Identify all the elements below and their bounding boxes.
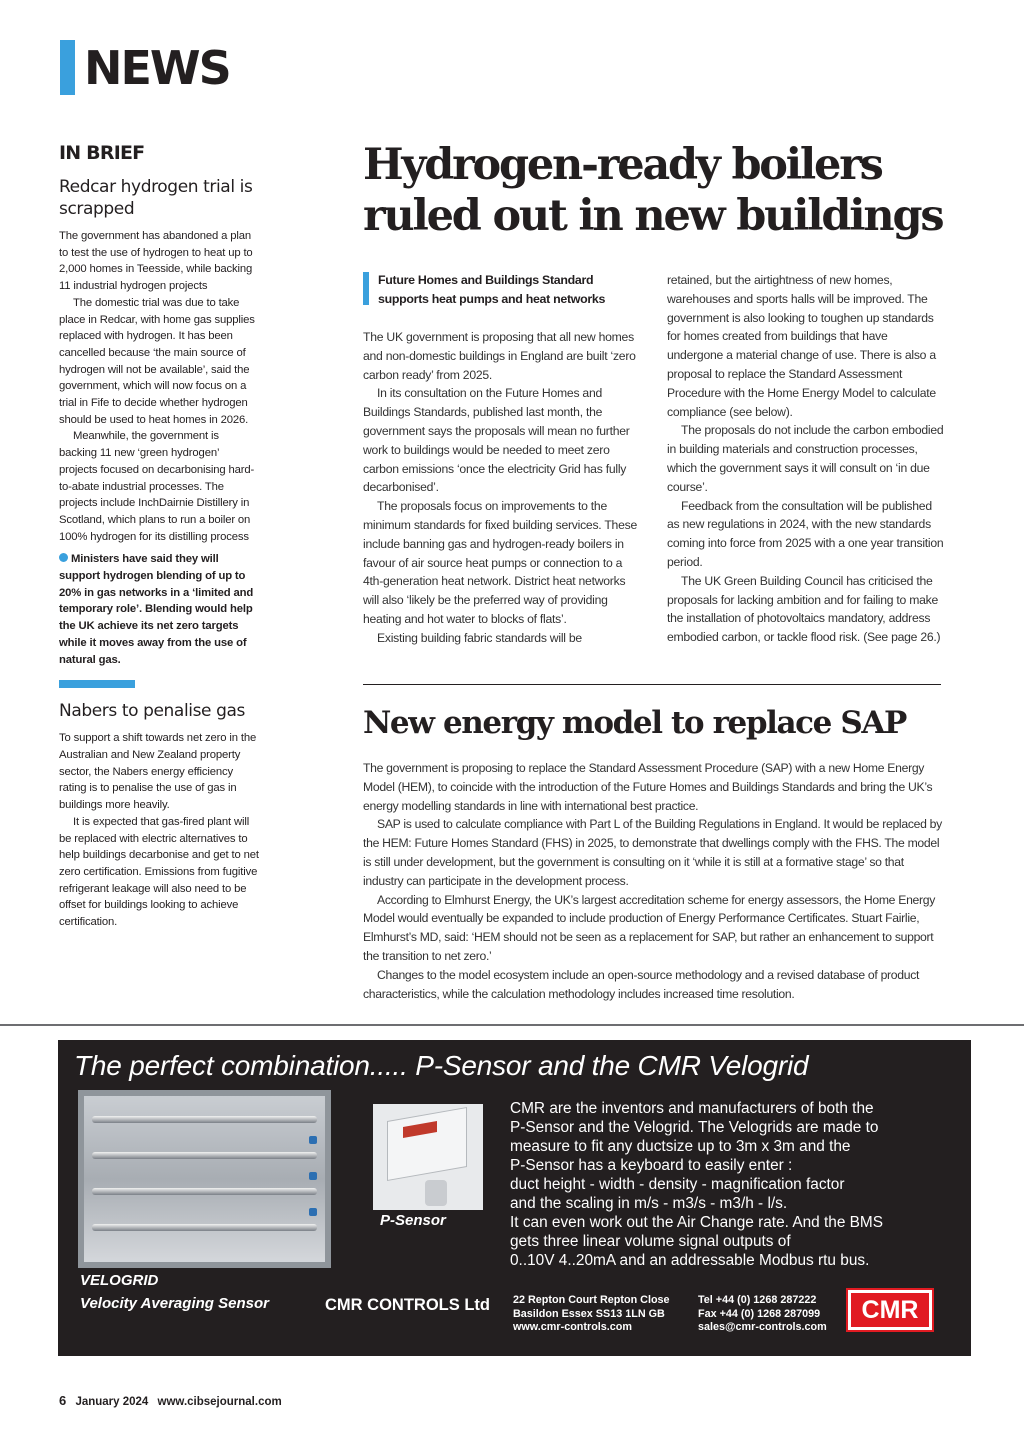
company-contact (698, 1294, 843, 1335)
company-name: CMR CONTROLS Ltd (325, 1296, 490, 1314)
paragraph: In its consultation on the Future Homes and Buildings Standards, published last month, the government says the proposals will mean no further work to buildings would be needed to meet zero carbon emissions ‘once the electricity Grid has fully decarbonised’. (363, 386, 630, 495)
brief-story-title: Redcar hydrogen trial is scrapped (59, 177, 253, 219)
ad-body-line: It can even work out the Air Change rate. And the BMS (510, 1214, 884, 1231)
brief-story-body (59, 730, 259, 930)
address-line: 22 Repton Court Repton Close (513, 1294, 670, 1306)
paragraph: The government has abandoned a plan to test the use of hydrogen to heat up to 2,000 homes in Teesside, while backing 11 industrial hydrogen projects (59, 230, 253, 293)
paragraph: retained, but the airtightness of new homes, warehouses and sports halls will be improved. The government is also looking to toughen up standards for homes created from buildings that have undergone a material change of use. There is also a proposal to replace the Standard Assessment Procedure with the Home Energy Model to calculate compliance (see below). (667, 273, 936, 419)
ad-body-line: measure to fit any ductsize up to 3m x 3m and the (510, 1138, 851, 1155)
paragraph: It is expected that gas-fired plant will be replaced with electric alternatives to help buildings decarbonise and get to net zero certification. Emissions from fugitive refrigerant leakage will also need to be offset for buildings looking to achieve certification. (59, 815, 259, 929)
advertisement (58, 1040, 971, 1356)
phone-number: Tel +44 (0) 1268 287222 (698, 1294, 817, 1306)
fax-number: Fax +44 (0) 1268 287099 (698, 1307, 821, 1320)
page-number: 6 (59, 1393, 67, 1408)
ad-body-text (510, 1099, 965, 1270)
brief-story-title: Nabers to penalise gas (59, 701, 245, 722)
address-line: Basildon Essex SS13 1LN GB (513, 1307, 665, 1320)
paragraph: To support a shift towards net zero in the Australian and New Zealand property sector, the Nabers energy efficiency rating is to penalise the use of gas in buildings more heavily. (59, 732, 257, 812)
issue-date: January 2024 (75, 1396, 149, 1408)
article-divider (363, 684, 941, 685)
velogrid-product-image (78, 1090, 331, 1268)
paragraph: The government is proposing to replace the Standard Assessment Procedure (SAP) with a new Home Energy Model (HEM), to coincide with the introduction of the Future Homes and Buildings Standards and bring the UK’s energy modelling standards in line with international best practice. (363, 761, 933, 813)
website-link[interactable]: www.cmr-controls.com (513, 1321, 632, 1334)
ad-body-line: and the scaling in m/s - m3/s - m3/h - l/s. (510, 1195, 788, 1212)
ad-body-line: gets three linear volume signal outputs of (510, 1233, 791, 1250)
article-headline: New energy model to replace SAP (363, 705, 906, 741)
logo-text: CMR (851, 1293, 929, 1327)
paragraph: Changes to the model ecosystem include an open-source methodology and a revised database of product characteristics, while the calculation methodology includes increased time resolution. (363, 967, 920, 1001)
website-link[interactable]: www.cibsejournal.com (157, 1396, 282, 1408)
p-sensor-product-image (373, 1104, 483, 1210)
paragraph: The UK Green Building Council has criticised the proposals for lacking ambition and for failing to make the installation of photovoltaics mandatory, address embodied carbon, or tackle flood risk. (See page 26.) (667, 573, 941, 645)
cable-gland (425, 1180, 447, 1206)
cmr-logo (846, 1288, 934, 1332)
bullet-paragraph (59, 551, 259, 668)
article-column-1 (363, 328, 638, 648)
ad-body-line: 0..10V 4..20mA and an addressable Modbus rtu bus. (510, 1252, 870, 1269)
velogrid-subcaption: Velocity Averaging Sensor (80, 1295, 269, 1312)
ad-body-line: CMR are the inventors and manufacturers of both the (510, 1100, 874, 1117)
paragraph: The UK government is proposing that all new homes and non-domestic buildings in England are built ‘zero carbon ready’ from 2025. (363, 330, 636, 382)
in-brief-heading: IN BRIEF (59, 142, 145, 164)
paragraph: SAP is used to calculate compliance with Part L of the Building Regulations in England. It would be replaced by the HEM: Future Homes Standard (FHS) in 2025, to demonstrate that dwellings comply with the FHS. The model is still under development, but the government is consulting on it ‘while it is still at a formative stage’ so that industry can participate in the development process. (363, 817, 942, 888)
brief-story-body (59, 228, 259, 668)
ad-body-line: P-Sensor and the Velogrid. The Velogrids are made to (510, 1119, 879, 1136)
paragraph: Existing building fabric standards will be (377, 630, 582, 645)
page-footer (59, 1393, 282, 1408)
article-headline: Hydrogen-ready boilers ruled out in new buildings (363, 140, 943, 241)
sensor-rod (92, 1188, 317, 1195)
paragraph: Meanwhile, the government is backing 11 new ‘green hydrogen’ projects focused on decarbonising hard-to-abate industrial processes. The projects include InchDairnie Distillery in Scotland, which plans to run a boiler on 100% hydrogen for its distilling process (59, 430, 255, 543)
in-brief-sidebar (59, 140, 259, 931)
paragraph: The proposals do not include the carbon embodied in building materials and construction processes, which the government says it will consult on ‘in due course’. (667, 423, 944, 494)
ad-body-line: duct height - width - density - magnification factor (510, 1176, 845, 1193)
paragraph: The proposals focus on improvements to the minimum standards for fixed building services. These include banning gas and hydrogen-ready boilers in favour of air source heat pumps or connection to a 4th-generation heat network. District heat networks will also ‘likely be the preferred way of providing heating and hot water to blocks of flats’. (363, 499, 637, 626)
sensor-rod (92, 1224, 317, 1231)
paragraph: The domestic trial was due to take place in Redcar, with home gas supplies replaced with hydrogen. It has been cancelled because ‘the main source of hydrogen will not be available’, said the government, which will now focus on a trial in Fife to decide whether hydrogen should be used to heat homes in 2026. (59, 296, 255, 426)
article-body (363, 759, 943, 1003)
sensor-housing (387, 1107, 467, 1181)
article-standfirst: Future Homes and Buildings Standard supports heat pumps and heat networks (378, 273, 606, 306)
sidebar-divider (59, 680, 135, 688)
page-divider (0, 1024, 1024, 1026)
section-accent-bar (60, 40, 75, 95)
paragraph: Feedback from the consultation will be published as new regulations in 2024, with the new standards coming into force from 2025 with a one year transition period. (667, 498, 944, 569)
pressure-port-icon (309, 1172, 317, 1180)
ad-body-line: P-Sensor has a keyboard to easily enter : (510, 1157, 793, 1174)
pressure-port-icon (309, 1136, 317, 1144)
p-sensor-caption: P-Sensor (380, 1212, 446, 1229)
company-address (513, 1294, 698, 1335)
bullet-icon (59, 553, 68, 562)
paragraph: According to Elmhurst Energy, the UK’s largest accreditation scheme for energy assessors, the Home Energy Model would eventually be expanded to include production of Energy Performance Certificates. Stuart Fairlie, Elmhurst’s MD, said: ‘HEM should not be seen as a replacement for SAP, but rather an enhancement to support the transition to net zero.’ (363, 892, 936, 963)
velogrid-caption: VELOGRID (80, 1272, 159, 1289)
sensor-rod (92, 1116, 317, 1123)
section-title: NEWS (84, 41, 230, 95)
article-column-2 (667, 271, 945, 647)
bullet-text: Ministers have said they will support hydrogen blending of up to 20% in gas networks in a ‘limited and temporary role’. Blending would help the UK achieve its net zero targets while it moves away from the use of natural gas. (59, 553, 254, 666)
pressure-port-icon (309, 1208, 317, 1216)
ad-title: The perfect combination..... P-Sensor and the CMR Velogrid (74, 1050, 809, 1081)
sensor-rod (92, 1152, 317, 1159)
email-link[interactable]: sales@cmr-controls.com (698, 1321, 827, 1334)
subhead-accent-bar (363, 272, 369, 305)
